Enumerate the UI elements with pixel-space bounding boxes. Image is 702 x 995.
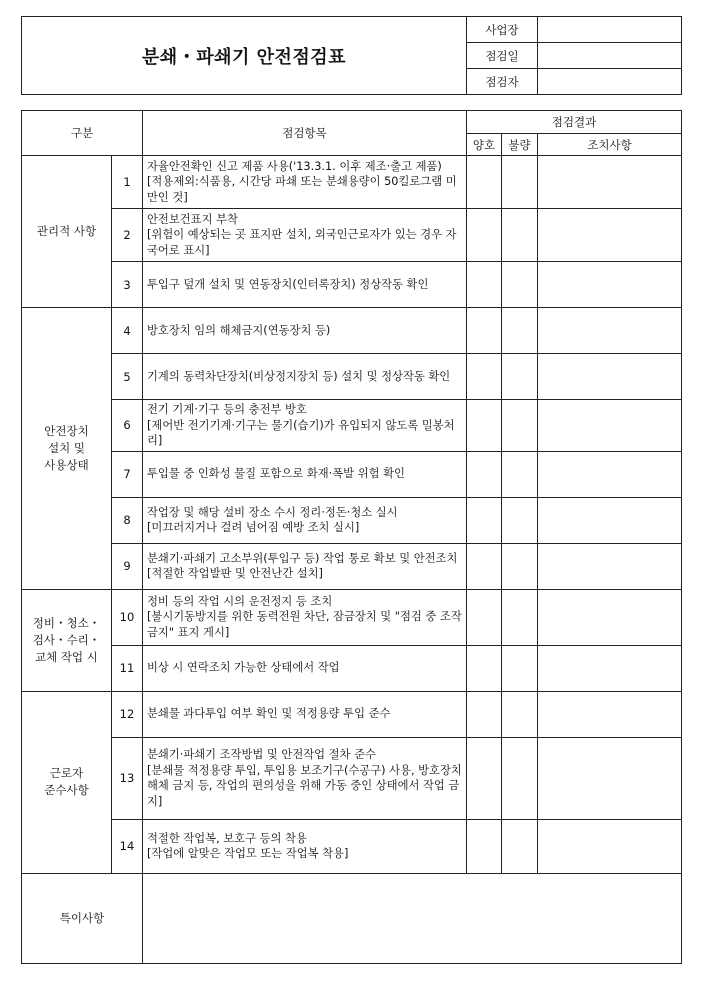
good-header: 양호 — [467, 134, 502, 156]
category-label-line: 정비・청소・ — [32, 615, 101, 630]
good-cell[interactable] — [467, 209, 502, 262]
special-notes-label: 특이사항 — [22, 873, 143, 963]
action-cell[interactable] — [538, 451, 682, 497]
check-item — [143, 308, 467, 354]
item-number: 6 — [112, 400, 143, 452]
check-item — [143, 543, 467, 589]
check-item — [143, 691, 467, 737]
check-item-line: 적절한 작업복, 보호구 등의 착용 — [147, 831, 307, 845]
check-item-line: [위험이 예상되는 곳 표지판 설치, 외국인근로자가 있는 경우 자국어로 표시] — [147, 228, 457, 257]
action-header: 조치사항 — [538, 134, 682, 156]
category-label-line: 사용상태 — [44, 457, 89, 472]
date-label: 점검일 — [467, 43, 538, 69]
action-cell[interactable] — [538, 209, 682, 262]
bad-cell[interactable] — [502, 451, 538, 497]
check-item-line: 정비 등의 작업 시의 운전정지 등 조치 — [147, 594, 333, 608]
good-cell[interactable] — [467, 156, 502, 209]
company-field[interactable] — [538, 17, 682, 43]
result-group-header: 점검결과 — [467, 111, 682, 134]
item-number: 2 — [112, 209, 143, 262]
category-label-line: 준수사항 — [44, 783, 89, 797]
action-cell[interactable] — [538, 645, 682, 691]
action-cell[interactable] — [538, 354, 682, 400]
item-number: 9 — [112, 543, 143, 589]
action-cell[interactable] — [538, 156, 682, 209]
item-number: 7 — [112, 451, 143, 497]
check-item-line: 전기 기계·기구 등의 충전부 방호 — [147, 403, 307, 416]
bad-cell[interactable] — [502, 691, 538, 737]
good-cell[interactable] — [467, 589, 502, 645]
action-cell[interactable] — [538, 543, 682, 589]
category-label-line: 설치 및 — [48, 440, 85, 455]
action-cell[interactable] — [538, 400, 682, 452]
item-number: 5 — [112, 354, 143, 400]
item-number: 8 — [112, 497, 143, 543]
good-cell[interactable] — [467, 400, 502, 452]
check-item-line: [작업에 알맞은 작업모 또는 작업복 착용] — [147, 847, 349, 860]
category-label-line: 관리적 사항 — [36, 224, 97, 238]
item-number: 4 — [112, 308, 143, 354]
bad-cell[interactable] — [502, 354, 538, 400]
bad-cell[interactable] — [502, 819, 538, 873]
special-notes-field[interactable] — [143, 873, 682, 963]
category-label — [22, 691, 112, 873]
checklist-table — [21, 110, 682, 964]
bad-cell[interactable] — [502, 645, 538, 691]
check-item — [143, 589, 467, 645]
bad-cell[interactable] — [502, 308, 538, 354]
inspector-field[interactable] — [538, 69, 682, 95]
good-cell[interactable] — [467, 543, 502, 589]
header-table — [21, 16, 682, 95]
bad-cell[interactable] — [502, 209, 538, 262]
action-cell[interactable] — [538, 737, 682, 819]
check-item — [143, 262, 467, 308]
category-label-line: 교체 작업 시 — [35, 649, 98, 664]
check-item — [143, 354, 467, 400]
check-item-line: 작업장 및 해당 설비 장소 수시 정리·정돈·청소 실시 — [147, 505, 398, 519]
good-cell[interactable] — [467, 262, 502, 308]
bad-cell[interactable] — [502, 262, 538, 308]
check-item — [143, 737, 467, 819]
check-item — [143, 819, 467, 873]
category-label-line: 안전장치 — [44, 423, 89, 438]
check-item — [143, 451, 467, 497]
check-item — [143, 209, 467, 262]
inspector-label: 점검자 — [467, 69, 538, 95]
category-label-line: 근로자 — [49, 766, 84, 780]
item-number: 1 — [112, 156, 143, 209]
item-header: 점검항목 — [143, 111, 467, 156]
good-cell[interactable] — [467, 354, 502, 400]
check-item-line: 투입구 덮개 설치 및 연동장치(인터록장치) 정상작동 확인 — [147, 277, 429, 291]
bad-cell[interactable] — [502, 400, 538, 452]
good-cell[interactable] — [467, 737, 502, 819]
check-item — [143, 156, 467, 209]
check-item-line: 분쇄기·파쇄기 고소부위(투입구 등) 작업 통로 확보 및 안전조치 [적절한 작업발판 및 안전난간 설치] — [147, 551, 458, 580]
check-item-line: 분쇄물 과다투입 여부 확인 및 적정용량 투입 준수 — [147, 707, 391, 721]
check-item — [143, 645, 467, 691]
check-item-line: 비상 시 연락조치 가능한 상태에서 작업 — [147, 661, 340, 675]
bad-cell[interactable] — [502, 497, 538, 543]
category-header: 구분 — [22, 111, 143, 156]
bad-cell[interactable] — [502, 543, 538, 589]
check-item — [143, 497, 467, 543]
check-item-line: 기계의 동력차단장치(비상정지장치 등) 설치 및 정상작동 확인 — [147, 369, 451, 383]
item-number: 12 — [112, 691, 143, 737]
check-item-line: [미끄러지거나 걸려 넘어짐 예방 조치 실시] — [147, 521, 360, 534]
category-label — [22, 308, 112, 590]
action-cell[interactable] — [538, 497, 682, 543]
item-number: 10 — [112, 589, 143, 645]
good-cell[interactable] — [467, 819, 502, 873]
check-item-line: 자율안전확인 신고 제품 사용('13.3.1. 이후 제조·출고 제품) — [147, 159, 442, 173]
item-number: 3 — [112, 262, 143, 308]
good-cell[interactable] — [467, 308, 502, 354]
bad-cell[interactable] — [502, 156, 538, 209]
check-item-line: 방호장치 임의 해체금지(연동장치 등) — [147, 323, 331, 337]
check-item-line: 투입물 중 인화성 물질 포함으로 화재·폭발 위험 확인 — [147, 467, 405, 481]
company-label: 사업장 — [467, 17, 538, 43]
action-cell[interactable] — [538, 589, 682, 645]
check-item-line: [불시기동방지를 위한 동력전원 차단, 잠금장치 및 "점검 중 조작금지" 표지 게시] — [147, 610, 462, 639]
item-number: 13 — [112, 737, 143, 819]
good-cell[interactable] — [467, 691, 502, 737]
bad-header: 불량 — [502, 134, 538, 156]
check-item-line: 분쇄기·파쇄기 조작방법 및 안전작업 절차 준수 — [147, 748, 376, 761]
check-item-line: [제어반 전기기계·기구는 물기(습기)가 유입되지 않도록 밀봉처리] — [147, 418, 455, 447]
good-cell[interactable] — [467, 451, 502, 497]
action-cell[interactable] — [538, 308, 682, 354]
check-item-line: [분쇄물 적정용량 투입, 투입용 보조기구(수공구) 사용, 방호장치 해체 금지 등, 작업의 편의성을 위해 가동 중인 상태에서 작업 금지] — [147, 763, 462, 808]
check-item-line: 안전보건표지 부착 — [147, 212, 238, 226]
bad-cell[interactable] — [502, 589, 538, 645]
bad-cell[interactable] — [502, 737, 538, 819]
item-number: 11 — [112, 645, 143, 691]
item-number: 14 — [112, 819, 143, 873]
good-cell[interactable] — [467, 497, 502, 543]
date-field[interactable] — [538, 43, 682, 69]
action-cell[interactable] — [538, 262, 682, 308]
page-title: 분쇄・파쇄기 안전점검표 — [22, 17, 467, 95]
check-item-line: [적용제외:식품용, 시간당 파쇄 또는 분쇄용량이 50킬로그램 미만인 것] — [147, 175, 457, 204]
category-label — [22, 156, 112, 308]
good-cell[interactable] — [467, 645, 502, 691]
category-label-line: 검사・수리・ — [32, 632, 101, 647]
action-cell[interactable] — [538, 819, 682, 873]
category-label — [22, 589, 112, 691]
action-cell[interactable] — [538, 691, 682, 737]
check-item — [143, 400, 467, 452]
